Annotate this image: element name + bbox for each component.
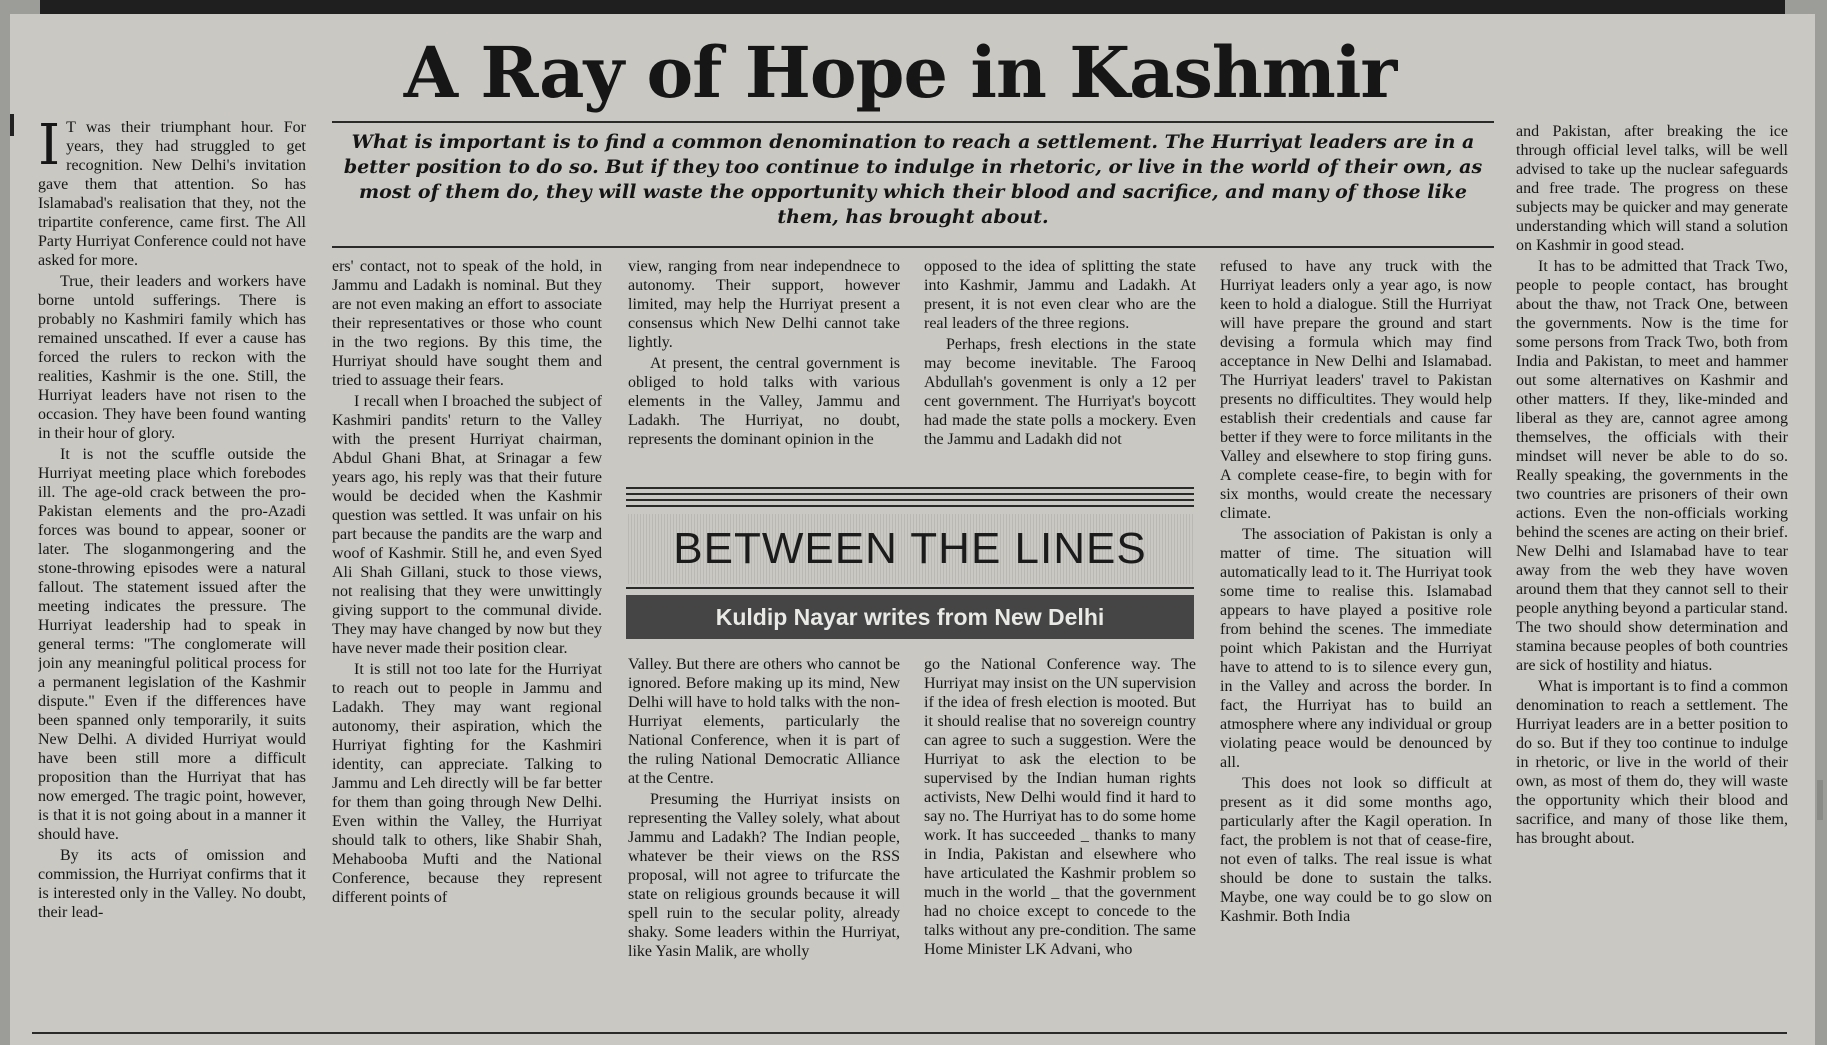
column-6-paragraph-3: What is important is to find a common denomination to reach a settlement. The Hurriyat leaders are in a better position to do so. But if they too continue to indulge in rhetoric, or live in the world of their own, as most of them do, they will waste the opportunity which their blood and sacrifice, and many of those like them, has brought about. [1516,678,1788,847]
left-edge-mark [10,114,14,136]
column-5-paragraph-1: refused to have any truck with the Hurriyat leaders only a year ago, is now keen to hold a dialogue. Still the Hurriyat will have prepare the ground and start devising a formula which may find acceptance in New Delhi and Islamabad. The Hurriyat leaders' travel to Pakistan presents no difficultites. They would help establish their credentials and cause far better if they were to force militants in the Valley and elsewhere to stop firing guns. A complete cease-fire, to begin with for six months, would create the necessary climate. [1220,258,1492,522]
headline: A Ray of Hope in Kashmir [403,31,1397,114]
column-1-paragraph-2: True, their leaders and workers have borne untold sufferings. There is probably no Kashmiri family which has remained unscathed. If ever a cause has forced the rulers to reckon with the realities, Kashmir is the one. Still, the Hurriyat leaders have not risen to the occasion. They have been found wanting in their hour of glory. [38,273,306,442]
byline: Kuldip Nayar writes from New Delhi [626,595,1194,639]
header-rule-1 [626,487,1194,489]
header-rule-2 [626,493,1194,495]
column-3-bottom-paragraph-2: Presuming the Hurriyat insists on representing the Valley solely, what about Jammu and Ladakh? The Indian people, whatever be their views on the RSS proposal, will not agree to trifurcate the state on religious grounds because it will spell ruin to the secular polity, already shaky. Some leaders within the Hurriyat, like Yasin Malik, are wholly [628,791,900,960]
column-5-paragraph-3: This does not look so difficult at present as it did some months ago, particularly after the Kagil operation. In fact, the problem is not that of cease-fire, not even of talks. The real issue is what should be done to sustain the talks. Maybe, one way could be to go slow on Kashmir. Both India [1220,775,1492,925]
article-column-6 [1516,122,1788,1013]
column-1-paragraph-4: By its acts of omission and commission, the Hurriyat confirms that it is interested only in the Valley. No doubt, their lead- [38,847,306,921]
article-column-4-top [924,257,1196,477]
column-1-paragraph-3: It is not the scuffle outside the Hurriyat meeting place which forebodes ill. The age-old crack between the pro-Pakistan elements and the pro-Azadi forces was bound to appear, sooner or later. The sloganmongering and the stone-throwing episodes were a natural fallout. The statement issued after the meeting indicates the pressure. The Hurriyat leadership had to speak in general terms: "The conglomerate will join any meaningful political process for a permanent legislation of the Kashmir dispute." Even if the differences have been spanned only temporarily, it suits New Delhi. A divided Hurriyat would have been still more a difficult proposition than the Hurriyat that has now emerged. The tragic point, however, is that it is not going about in a manner it should have. [38,446,306,843]
pullquote-top-rule [332,121,1494,123]
article-column-1 [38,118,306,1013]
column-title: BETWEEN THE LINES [626,514,1194,584]
article-column-2 [332,257,602,1013]
column-4-bottom-paragraph-1: go the National Conference way. The Hurriyat may insist on the UN supervision if the idea of fresh election is mooted. But it should realise that no sovereign country can agree to such a suggestion. Were the Hurriyat to ask the election to be supervised by the Indian human rights activists, New Delhi would find it hard to say no. The Hurriyat has to do some home work. It has succeeded _ thanks to many in India, Pakistan and elsewhere who have articulated the Kashmir problem so much in the world _ that the government had no choice except to concede to the talks without any pre-condition. The same Home Minister LK Advani, who [924,656,1196,958]
column-1-paragraph-1-text: T was their triumphant hour. For years, they had struggled to get recognition. New Delhi's invitation gave them that attention. So has Islamabad's realisation that they, not the tripartite conference, came first. The All Party Hurriyat Conference could not have asked for more. [38,119,306,269]
article-column-4-bottom [924,655,1196,1013]
header-rule-4 [626,505,1194,507]
page-fold-mark [1817,780,1823,820]
column-header-box [626,487,1194,647]
column-5-paragraph-2: The association of Pakistan is only a matter of time. The situation will automatically lead to it. The Hurriyat took some time to realise this. Islamabad appears to have played a positive role from behind the scenes. The immediate point which Pakistan and the Hurriyat have to attend to is to silence every gun, in the Valley and across the border. In fact, the Hurriyat has to build an atmosphere where any individual or group violating peace would be denounced by all. [1220,526,1492,771]
top-border-bar [40,0,1785,14]
article-column-3-bottom [628,655,900,1013]
column-6-paragraph-1: and Pakistan, after breaking the ice through official level talks, will be well advised to take up the nuclear safeguards and free trade. The progress on these subjects may be quicker and may generate understanding which will stand a solution on Kashmir in good stead. [1516,123,1788,254]
header-rule-3 [626,499,1194,501]
column-4-top-paragraph-2: Perhaps, fresh elections in the state may become inevitable. The Farooq Abdullah's govenment is only a 12 per cent government. The Hurriyat's boycott had made the state polls a mockery. Even the Jammu and Ladakh did not [924,336,1196,448]
column-3-top-paragraph-2: At present, the central government is obliged to hold talks with various elements in the Valley, Jammu and Ladakh. The Hurriyat, no doubt, represents the dominant opinion in the [628,355,900,448]
column-2-paragraph-1: ers' contact, not to speak of the hold, in Jammu and Ladakh is nominal. But they are not even making an effort to associate their representatives or those who count in the two regions. By this time, the Hurriyat should have sought them and tried to assuage their fears. [332,258,602,389]
column-2-paragraph-3: It is still not too late for the Hurriyat to reach out to people in Jammu and Ladakh. They may want regional autonomy, their aspiration, which the Hurriyat fighting for the Kashmiri identity, can appreciate. Talking to Jammu and Leh directly will be far better for them than going through New Delhi. Even within the Valley, the Hurriyat should talk to others, like Shabir Shah, Mehabooba Mufti and the National Conference, because they represent different points of [332,661,602,906]
column-3-bottom-paragraph-1: Valley. But there are others who cannot be ignored. Before making up its mind, New Delhi will have to hold talks with the non-Hurriyat elements, particularly the National Conference, when it is part of the ruling National Democratic Alliance at the Centre. [628,656,900,787]
column-6-paragraph-2: It has to be admitted that Track Two, people to people contact, has brought about the thaw, not Track One, between the governments. Now is the time for some persons from Track Two, both from India and Pakistan, to meet and hammer out some alternatives on Kashmir and other matters. If they, like-minded and liberal as they are, cannot agree among themselves, the officials with their mindset will never be able to do so. Really speaking, the governments in the two countries are prisoners of their own actions. Even the non-officials working behind the scenes are acting on their brief. New Delhi and Islamabad have to tear away from the web they have woven around them that they cannot sell to their people anything beyond a particular stand. The two should show determination and stamina because peoples of both countries are sick of hostility and hiatus. [1516,258,1788,674]
pullquote-bottom-rule [332,246,1494,248]
column-3-top-paragraph-1: view, ranging from near independnece to autonomy. Their support, however limited, may help the Hurriyat present a consensus which New Delhi cannot take lightly. [628,258,900,351]
column-2-paragraph-2: I recall when I broached the subject of Kashmiri pandits' return to the Valley with the present Hurriyat chairman, Abdul Ghani Bhat, at Srinagar a few years ago, his reply was that their future would be decided when the Kashmir question was settled. It was unfair on his part because the pandits are the warp and woof of Kashmir. Still he, and even Syed Ali Shah Gillani, stuck to those views, not realising that they were unwittingly giving support to the communal divide. They may have changed by now but they have never made their position clear. [332,393,602,657]
header-rule-5 [626,587,1194,589]
article-column-3-top [628,257,900,477]
column-1-paragraph-1 [38,118,306,270]
drop-cap: I [38,118,61,178]
article-column-5 [1220,257,1492,1013]
bottom-rule [32,1032,1787,1034]
column-4-top-paragraph-1: opposed to the idea of splitting the state into Kashmir, Jammu and Ladakh. At present, it is not even clear who are the real leaders of the three regions. [924,258,1196,332]
pull-quote: What is important is to find a common denomination to reach a settlement. The Hurriyat leaders are in a better position to do so. But if they too continue to indulge in rhetoric, or live in the world of their own, as most of them do, they will waste the opportunity which their blood and sacrifice, and many of those like them, has brought about. [343,131,1483,228]
